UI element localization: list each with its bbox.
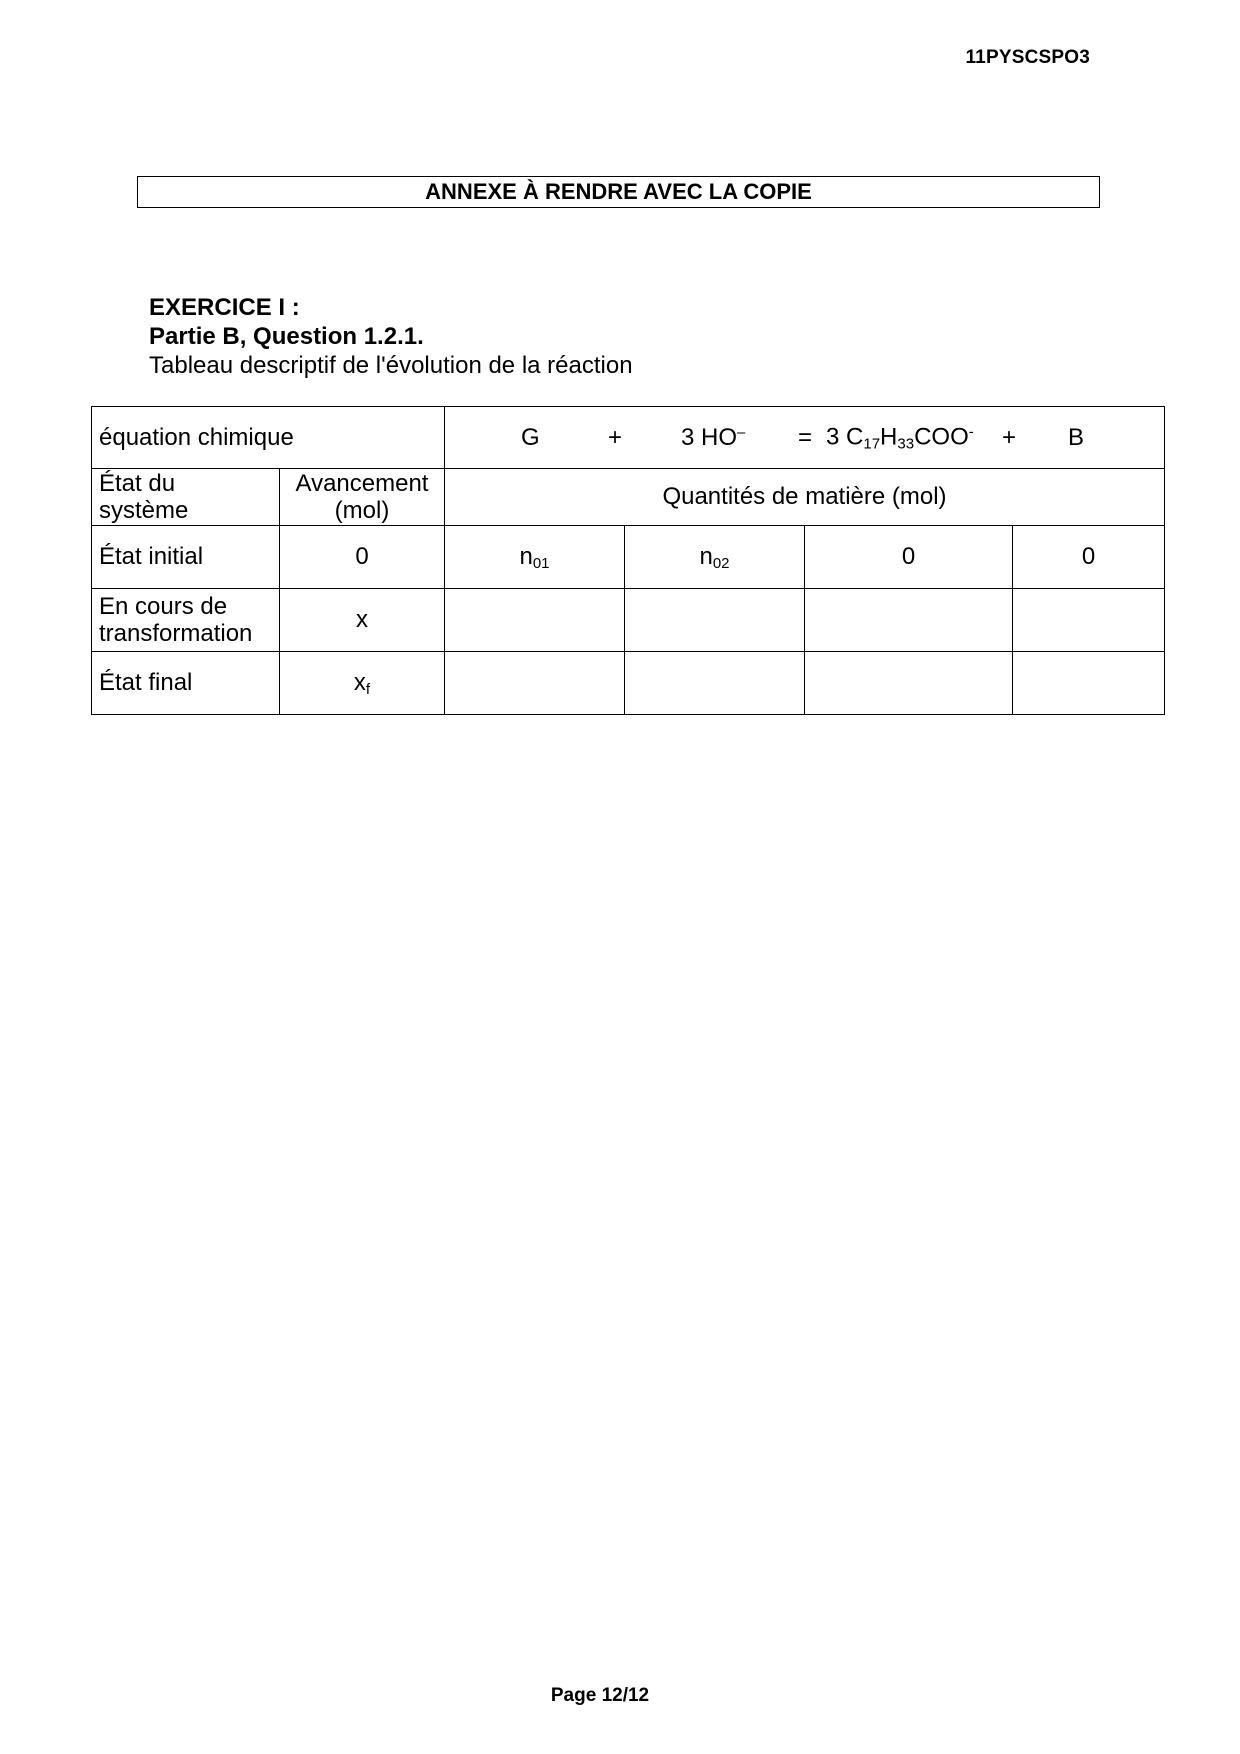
state-header-cell xyxy=(92,469,280,526)
product-b: B xyxy=(1068,423,1085,451)
state-header-line1: État du xyxy=(99,470,176,497)
advance-cell: 0 xyxy=(280,526,445,589)
state-header-line2: système xyxy=(99,497,189,524)
quantity-g-cell: $n_{01}$ xyxy=(445,526,625,589)
plus-sign-2: + xyxy=(1002,423,1017,451)
advance-header-line1: Avancement xyxy=(295,470,429,497)
quantity-hydroxide-cell: $n_{02}$ xyxy=(625,526,805,589)
equation-label: équation chimique xyxy=(99,423,294,451)
equals-sign: = xyxy=(798,423,813,451)
exercise-block xyxy=(149,293,633,380)
quantity-b-cell: 0 xyxy=(1013,526,1165,589)
state-cell: En cours de transformation xyxy=(92,589,280,652)
table-row-during xyxy=(92,589,1165,652)
equation-label-cell xyxy=(92,407,445,469)
annex-title: ANNEXE À RENDRE AVEC LA COPIE xyxy=(425,179,812,204)
quantity-g-cell[interactable] xyxy=(445,652,625,715)
quantity-oleate-cell[interactable] xyxy=(805,589,1013,652)
quantity-oleate-cell[interactable] xyxy=(805,652,1013,715)
product-oleate: 3 $C_{17}H_{33}COO^-$ xyxy=(826,423,974,452)
reactant-hydroxide: 3 HO– xyxy=(681,423,746,451)
header-row xyxy=(92,469,1165,526)
advance-cell: x xyxy=(280,589,445,652)
quantities-header-cell xyxy=(445,469,1165,526)
table-row-initial xyxy=(92,526,1165,589)
equation-cell xyxy=(445,407,1165,469)
state-cell: État final xyxy=(92,652,280,715)
table-caption: Tableau descriptif de l'évolution de la réaction xyxy=(149,352,633,379)
advance-cell: $x_f$ xyxy=(280,652,445,715)
quantity-b-cell[interactable] xyxy=(1013,652,1165,715)
annex-title-box xyxy=(137,176,1100,208)
quantity-g-cell[interactable] xyxy=(445,589,625,652)
reactant-g: G xyxy=(521,423,540,451)
plus-sign-1: + xyxy=(608,423,623,451)
page-number: Page 12/12 xyxy=(550,1685,650,1706)
table-row-final xyxy=(92,652,1165,715)
advance-header-line2: (mol) xyxy=(334,497,390,524)
quantity-hydroxide-cell[interactable] xyxy=(625,652,805,715)
chemical-equation xyxy=(445,407,1164,468)
quantity-b-cell[interactable] xyxy=(1013,589,1165,652)
quantity-hydroxide-cell[interactable] xyxy=(625,589,805,652)
document-code: 11PYSCSPO3 xyxy=(965,47,1090,68)
equation-row xyxy=(92,407,1165,469)
evolution-table xyxy=(91,406,1165,715)
quantities-header: Quantités de matière (mol) xyxy=(662,483,947,510)
question-title: Partie B, Question 1.2.1. xyxy=(149,323,424,350)
exercise-title: EXERCICE I : xyxy=(149,294,300,321)
state-cell: État initial xyxy=(92,526,280,589)
advance-header-cell xyxy=(280,469,445,526)
quantity-oleate-cell: 0 xyxy=(805,526,1013,589)
